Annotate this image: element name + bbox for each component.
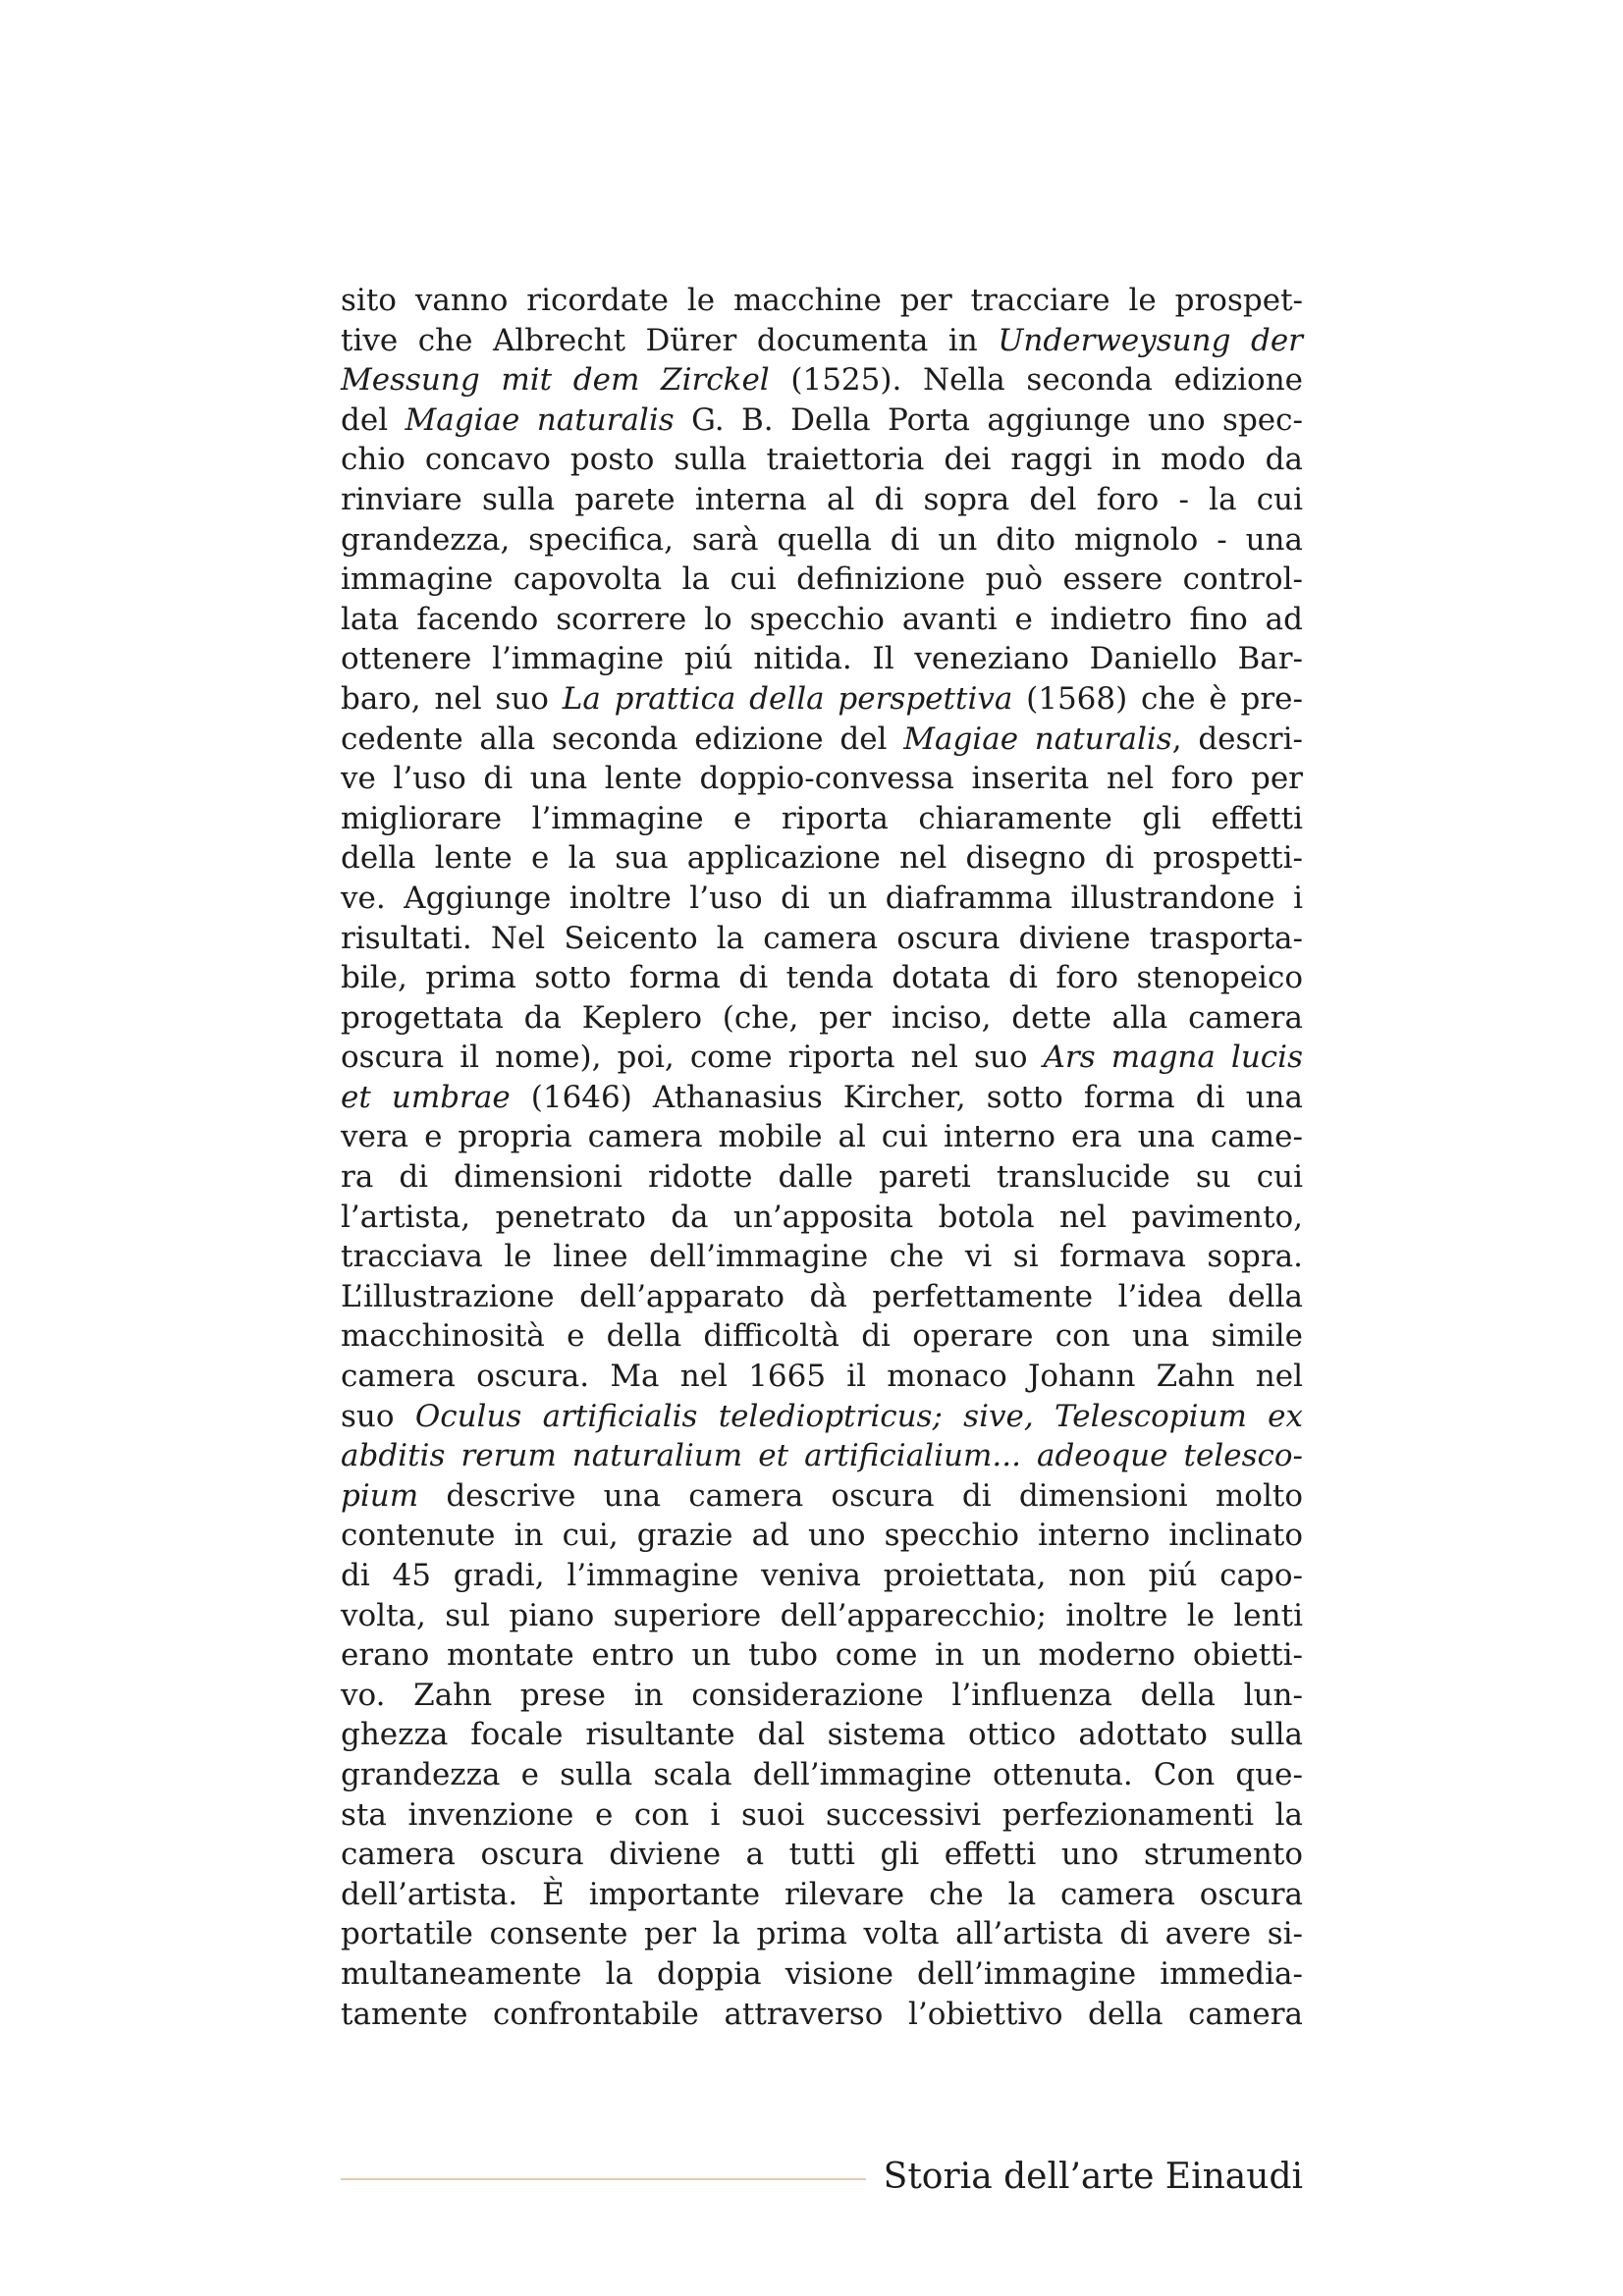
text-line xyxy=(341,1237,1303,1277)
text-segment: erano montate entro un tubo come in un moderno obietti- xyxy=(341,1637,1303,1674)
text-segment: camera oscura diviene a tutti gli effetti uno strumento xyxy=(341,1837,1303,1873)
text-line xyxy=(341,1914,1303,1954)
text-line xyxy=(341,1277,1303,1317)
text-segment: baro, nel suo xyxy=(341,680,563,717)
text-line xyxy=(341,560,1303,600)
text-line xyxy=(341,679,1303,720)
text-line xyxy=(341,1397,1303,1437)
text-line xyxy=(341,1995,1303,2035)
text-segment: cedente alla seconda edizione del xyxy=(341,721,904,757)
text-line xyxy=(341,1635,1303,1676)
text-line xyxy=(341,639,1303,679)
text-segment: l’artista, penetrato da un’apposita botola nel pavimento, xyxy=(341,1199,1303,1235)
text-line xyxy=(341,321,1303,361)
text-line xyxy=(341,1556,1303,1596)
text-line xyxy=(341,1835,1303,1875)
text-segment: (1646) Athanasius Kircher, sotto forma di una xyxy=(510,1079,1303,1115)
text-line xyxy=(341,1755,1303,1795)
text-segment: ghezza focale risultante dal sistema ottico adottato sulla xyxy=(341,1717,1303,1753)
text-segment: multaneamente la doppia visione dell’immagine immedia- xyxy=(341,1955,1303,1992)
text-line xyxy=(341,281,1303,321)
text-line xyxy=(341,520,1303,561)
text-segment: ve. Aggiunge inoltre l’uso di un diaframma illustrandone i xyxy=(341,880,1303,916)
text-line xyxy=(341,838,1303,879)
text-line xyxy=(341,1715,1303,1755)
text-segment: (1525). Nella seconda edizione xyxy=(769,362,1303,399)
text-segment: bile, prima sotto forma di tenda dotata di foro stenopeico xyxy=(341,960,1303,996)
text-line xyxy=(341,1357,1303,1397)
text-segment: lata facendo scorrere lo specchio avanti e indietro fino ad xyxy=(341,601,1303,637)
text-line xyxy=(341,1157,1303,1198)
text-line xyxy=(341,1078,1303,1118)
text-line xyxy=(341,998,1303,1039)
text-line xyxy=(341,1676,1303,1716)
text-line xyxy=(341,720,1303,760)
text-segment: volta, sul piano superiore dell’apparecchio; inoltre le lenti xyxy=(341,1597,1303,1633)
text-line xyxy=(341,1875,1303,1915)
text-segment: chio concavo posto sulla traiettoria dei raggi in modo da xyxy=(341,442,1303,478)
body-text xyxy=(341,281,1303,2034)
italic-title: pium xyxy=(341,1477,419,1514)
text-line xyxy=(341,440,1303,480)
text-line xyxy=(341,1436,1303,1476)
italic-title: abditis rerum naturalium et artificialium... adeoque telesco- xyxy=(341,1438,1303,1474)
text-segment: sta invenzione e con i suoi successivi perfezionamenti la xyxy=(341,1796,1303,1833)
text-segment: ra di dimensioni ridotte dalle pareti translucide su cui xyxy=(341,1159,1303,1196)
text-segment: migliorare l’immagine e riporta chiaramente gli effetti xyxy=(341,800,1303,836)
text-segment: della lente e la sua applicazione nel disegno di prospetti- xyxy=(341,840,1303,877)
text-line xyxy=(341,480,1303,520)
text-segment: tive che Albrecht Dürer documenta in xyxy=(341,322,999,358)
italic-title: La prattica della perspettiva xyxy=(562,680,1013,717)
footer-title: Storia dell’arte Einaudi xyxy=(883,2157,1303,2197)
text-line xyxy=(341,1476,1303,1517)
italic-title: et umbrae xyxy=(341,1079,511,1115)
text-segment: G. B. Della Porta aggiunge uno spec- xyxy=(674,401,1303,438)
text-segment: vera e propria camera mobile al cui interno era una came- xyxy=(341,1119,1303,1155)
text-segment: dell’artista. È importante rilevare che la camera oscura xyxy=(341,1876,1303,1912)
text-segment: sito vanno ricordate le macchine per tracciare le prospet- xyxy=(341,283,1303,318)
text-segment: , descri- xyxy=(1171,721,1303,757)
text-line xyxy=(341,1198,1303,1238)
text-segment: oscura il nome), poi, come riporta nel suo xyxy=(341,1040,1044,1076)
text-segment: L’illustrazione dell’apparato dà perfettamente l’idea della xyxy=(341,1278,1303,1314)
italic-title: Ars magna lucis xyxy=(1043,1040,1303,1076)
text-line xyxy=(341,600,1303,640)
text-line xyxy=(341,400,1303,441)
text-segment: risultati. Nel Seicento la camera oscura diviene trasporta- xyxy=(341,920,1303,956)
text-segment: ve l’uso di una lente doppio-convessa inserita nel foro per xyxy=(341,761,1303,797)
text-segment: tamente confrontabile attraverso l’obiettivo della camera xyxy=(341,1996,1303,2032)
text-segment: del xyxy=(341,401,406,438)
text-line xyxy=(341,1954,1303,1995)
italic-title: Magiae naturalis xyxy=(903,721,1172,757)
text-line xyxy=(341,1117,1303,1157)
italic-title: Magiae naturalis xyxy=(405,401,675,438)
text-line xyxy=(341,1038,1303,1078)
text-line xyxy=(341,879,1303,919)
italic-title: Oculus artificialis teledioptricus; sive, Telescopium ex xyxy=(414,1398,1303,1434)
text-line xyxy=(341,1516,1303,1556)
text-segment: suo xyxy=(341,1398,415,1434)
italic-title: Messung mit dem Zirckel xyxy=(341,362,770,399)
text-segment: descrive una camera oscura di dimensioni molto xyxy=(418,1477,1303,1514)
text-segment: camera oscura. Ma nel 1665 il monaco Johann Zahn nel xyxy=(341,1359,1303,1395)
text-line xyxy=(341,958,1303,998)
text-segment: vo. Zahn prese in considerazione l’influenza della lun- xyxy=(341,1677,1303,1713)
text-line xyxy=(341,799,1303,839)
text-segment: immagine capovolta la cui definizione può essere control- xyxy=(341,561,1303,598)
text-line xyxy=(341,1316,1303,1357)
text-line xyxy=(341,759,1303,799)
italic-title: Underweysung der xyxy=(998,322,1303,358)
text-line xyxy=(341,1596,1303,1636)
text-segment: (1568) che è pre- xyxy=(1012,680,1304,717)
text-segment: rinviare sulla parete interna al di sopra del foro - la cui xyxy=(341,481,1303,517)
text-line xyxy=(341,919,1303,959)
text-segment: tracciava le linee dell’immagine che vi si formava sopra. xyxy=(341,1239,1303,1275)
text-line xyxy=(341,360,1303,400)
text-segment: grandezza, specifica, sarà quella di un dito mignolo - una xyxy=(341,521,1303,558)
text-segment: di 45 gradi, l’immagine veniva proiettata, non piú capo- xyxy=(341,1558,1303,1593)
text-segment: contenute in cui, grazie ad uno specchio interno inclinato xyxy=(341,1518,1303,1554)
text-segment: grandezza e sulla scala dell’immagine ottenuta. Con que- xyxy=(341,1756,1303,1792)
text-segment: progettata da Keplero (che, per inciso, dette alla camera xyxy=(341,999,1303,1036)
text-segment: portatile consente per la prima volta all’artista di avere si- xyxy=(341,1916,1303,1952)
text-segment: ottenere l’immagine piú nitida. Il veneziano Daniello Bar- xyxy=(341,641,1303,677)
footer-rule xyxy=(341,2178,866,2180)
text-segment: macchinosità e della difficoltà di operare con una simile xyxy=(341,1318,1303,1355)
text-line xyxy=(341,1795,1303,1836)
